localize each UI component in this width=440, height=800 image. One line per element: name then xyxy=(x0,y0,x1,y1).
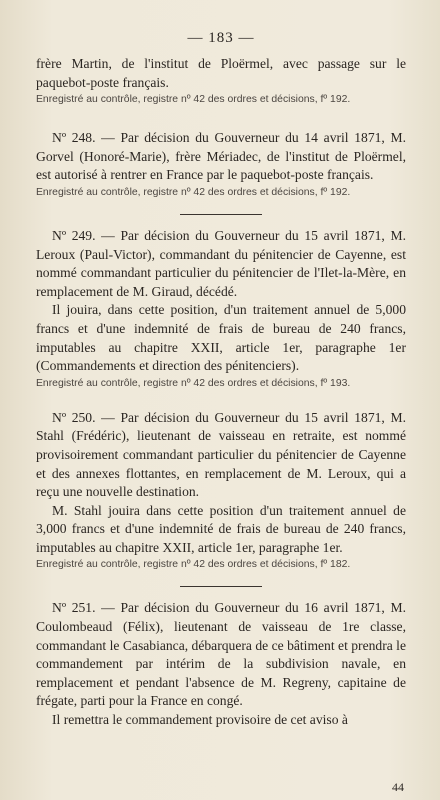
section-divider xyxy=(180,214,262,215)
entry-paragraph: M. Stahl jouira dans cette position d'un traitement annuel de 3,000 francs et d'une indemnité de frais de bureau de 240 francs, imputables au chapitre XXII, article 1er, paragraphe 1er. xyxy=(36,502,406,555)
page-number: — 183 — xyxy=(187,30,255,46)
entry-paragraph: Nº 248. — Par décision du Gouverneur du 14 avril 1871, M. Gorvel (Honoré-Marie), frère Mériadec, de l'institut de Ploërmel, est autorisé à rentrer en France par le paquebot-poste français. xyxy=(36,130,406,183)
section-divider xyxy=(180,586,262,587)
signature-mark: 44 xyxy=(392,780,404,794)
decision-entry-251 xyxy=(36,599,406,729)
decision-entry-250 xyxy=(36,409,406,573)
entry-paragraph: Nº 250. — Par décision du Gouverneur du 15 avril 1871, M. Stahl (Frédéric), lieutenant de vaisseau en retraite, est nommé provisoirement commandant particulier du pénitencier de Cayenne et des annexes flottantes, en remplacement de M. Leroux, qui a reçu une nouvelle destination. xyxy=(36,409,406,500)
decision-entry-248 xyxy=(36,129,406,200)
registration-note: Enregistré au contrôle, registre nº 42 des ordres et décisions, fº 182. xyxy=(36,559,351,571)
decision-entry-249 xyxy=(36,227,406,391)
entry-paragraph: Il jouira, dans cette position, d'un traitement annuel de 5,000 francs et d'une indemnité de frais de bureau de 240 francs, imputables au chapitre XXII, article 1er, paragraphe 1er (Commandements et direction des pénitenciers). xyxy=(36,302,406,374)
entry-paragraph: Nº 249. — Par décision du Gouverneur du 15 avril 1871, M. Leroux (Paul-Victor), commandant du pénitencier de Cayenne, est nommé commandant particulier du pénitencier de l'Ilet-la-Mère, en remplacement de M. Giraud, décédé. xyxy=(36,227,406,299)
continuation-entry xyxy=(36,55,406,107)
registration-note: Enregistré au contrôle, registre nº 42 des ordres et décisions, fº 193. xyxy=(36,377,351,389)
continuation-text: frère Martin, de l'institut de Ploërmel, avec passage sur le paquebot-poste français. xyxy=(36,56,406,90)
entry-paragraph: Nº 251. — Par décision du Gouverneur du 16 avril 1871, M. Coulombeaud (Félix), lieutenant de vaisseau de 1re classe, commandant le Casabianca, débarquera de ce bâtiment et prendra le commandement par intérim de la subdivision navale, en remplacement et pendant l'absence de M. Regreny, capitaine de frégate, parti pour la France en congé. xyxy=(36,600,406,709)
registration-note: Enregistré au contrôle, registre nº 42 des ordres et décisions, fº 192. xyxy=(36,94,351,106)
entry-paragraph: Il remettra le commandement provisoire de cet aviso à xyxy=(52,712,348,728)
registration-note: Enregistré au contrôle, registre nº 42 des ordres et décisions, fº 192. xyxy=(36,186,351,198)
